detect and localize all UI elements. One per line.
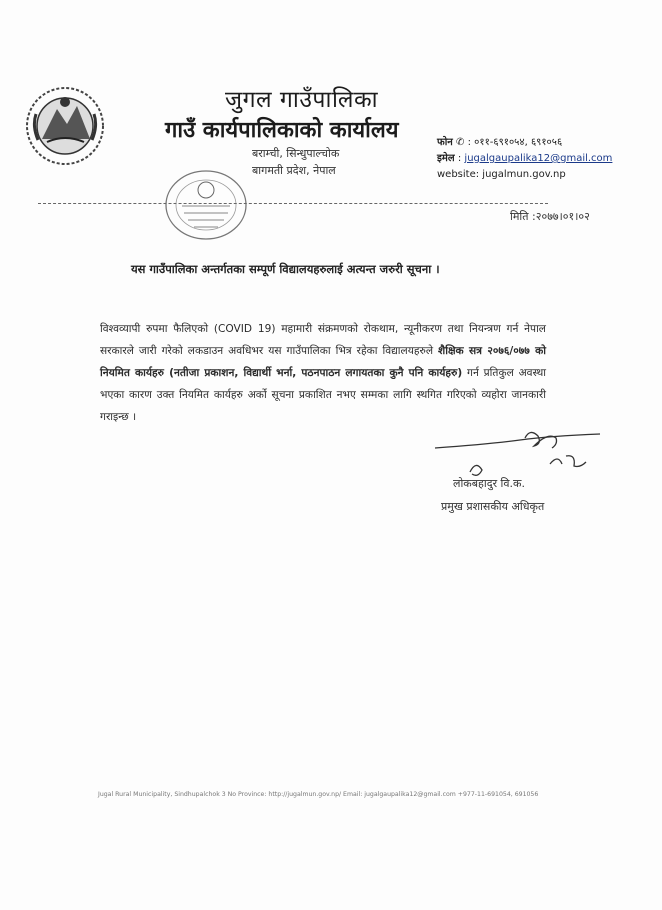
signatory-name: लोकबहादुर वि.क. bbox=[453, 477, 525, 490]
nepal-emblem-logo bbox=[22, 84, 108, 168]
office-address bbox=[252, 145, 339, 179]
body-part-3: गर्न प्रतिकुल अवस्था भएका कारण उक्त नियमित कार्यहरु अर्को सूचना प्रकाशित नभए सम्मका लागि स्थगित गरिएको व्यहोरा जानकारी गराइन्छ । bbox=[100, 367, 546, 423]
municipality-name: जुगल गाउँपालिका bbox=[225, 87, 379, 113]
phone-value: : ०११-६९१०५४, ६९१०५६ bbox=[467, 137, 563, 148]
contact-block bbox=[437, 135, 612, 183]
notice-body bbox=[100, 318, 546, 428]
phone-row bbox=[437, 135, 612, 151]
address-line-2: बागमती प्रदेश, नेपाल bbox=[252, 164, 336, 177]
phone-icon: ✆ bbox=[456, 137, 465, 148]
header-divider bbox=[38, 203, 548, 204]
signatory-title: प्रमुख प्रशासकीय अधिकृत bbox=[441, 500, 545, 513]
body-part-2-bold: शैक्षिक सत्र २०७६/०७७ को नियमित कार्यहरु (नतीजा प्रकाशन, विद्यार्थी भर्ना, पठनपाठन लगायतका कुनै पनि कार्यहरु) bbox=[100, 345, 546, 379]
page-footer: Jugal Rural Municipality, Sindhupalchok 3 No Province: http://jugalmun.gov.np/ Email: jugalgaupalika12@gmail.com +977-11-691054, 691056 bbox=[98, 791, 539, 798]
website-label: website: bbox=[437, 169, 480, 180]
email-row: इमेल : jugalgaupalika12@gmail.com bbox=[437, 153, 613, 164]
website-row bbox=[437, 167, 612, 183]
body-part-1: विश्वव्यापी रुपमा फैलिएको (COVID 19) महामारी संक्रमणको रोकथाम, न्यूनीकरण तथा नियन्त्रण गर्न नेपाल सरकारले जारी गरेको लकडाउन अवधिभर यस गाउँपालिका भित्र रहेका विद्यालयहरुले bbox=[100, 323, 546, 357]
website-value: jugalmun.gov.np bbox=[482, 169, 566, 180]
email-label: इमेल bbox=[437, 153, 455, 164]
email-link[interactable]: jugalgaupalika12@gmail.com bbox=[464, 153, 613, 164]
office-name: गाउँ कार्यपालिकाको कार्यालय bbox=[165, 118, 399, 143]
date-line: मिति :२०७७।०१।०२ bbox=[510, 210, 590, 223]
phone-label: फोन bbox=[437, 137, 453, 148]
address-line-1: बराम्ची, सिन्धुपाल्चोक bbox=[252, 147, 340, 160]
notice-subject: यस गाउँपालिका अन्तर्गतका सम्पूर्ण विद्यालयहरुलाई अत्यन्त जरुरी सूचना । bbox=[131, 262, 440, 276]
office-stamp bbox=[160, 166, 252, 244]
